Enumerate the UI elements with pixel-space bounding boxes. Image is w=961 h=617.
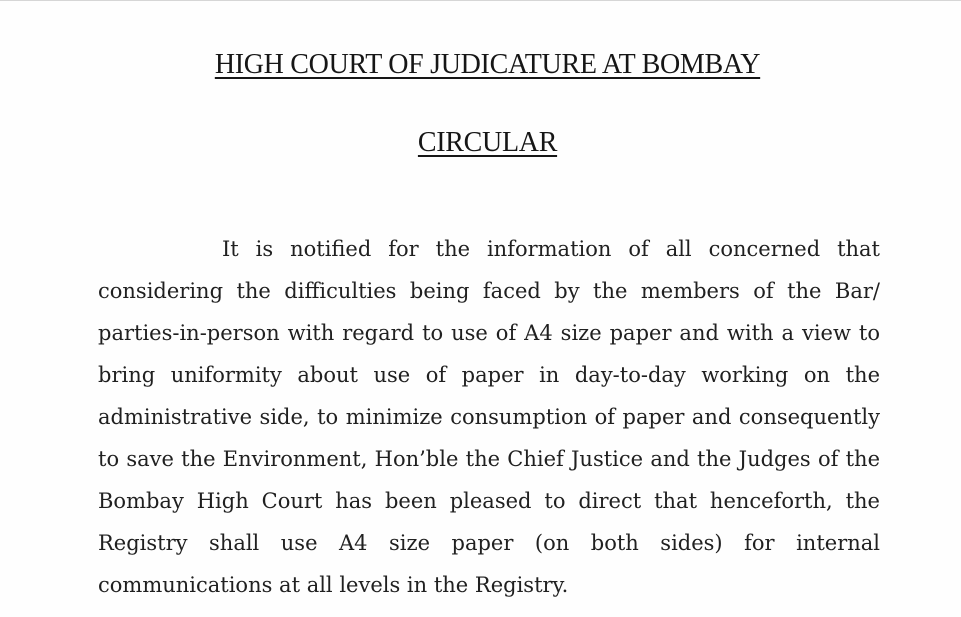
court-heading: HIGH COURT OF JUDICATURE AT BOMBAY <box>214 49 761 80</box>
circular-body-paragraph: It is notified for the information of all concerned that considering the difficulties being faced by the members of the Bar/ parties-in-person with regard to use of A4 size paper and with a view to bring uniformity about use of paper in day-to-day working on the administrative side, to minimize consumption of paper and consequently to save the Environment, Hon’ble the Chief Justice and the Judges of the Bombay High Court has been pleased to direct that henceforth, the Registry shall use A4 size paper (on both sides) for internal communications at all levels in the Registry. <box>98 237 880 597</box>
circular-heading: CIRCULAR <box>417 127 558 158</box>
